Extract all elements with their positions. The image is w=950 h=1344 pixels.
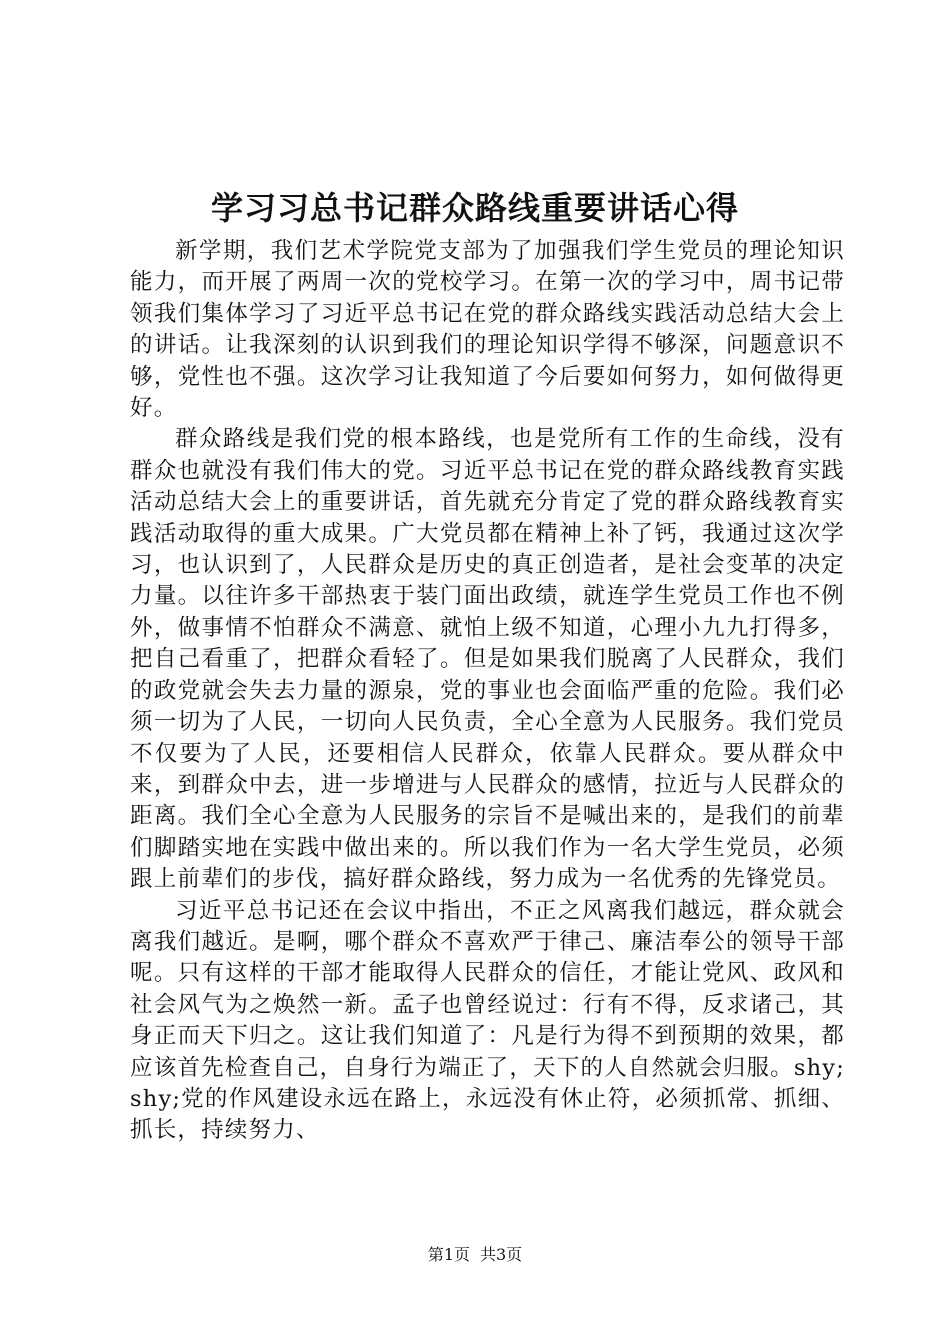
page-number: 第1页 [427, 1245, 470, 1264]
paragraph-2: 群众路线是我们党的根本路线，也是党所有工作的生命线，没有群众也就没有我们伟大的党。习近平总书记在党的群众路线教育实践活动总结大会上的重要讲话，首先就充分肯定了党的群众路线教育实践活动取得的重大成果。广大党员都在精神上补了钙，我通过这次学习，也认识到了，人民群众是历史的真正创造者，是社会变革的决定力量。以往许多干部热衷于装门面出政绩，就连学生党员工作也不例外，做事情不怕群众不满意、就怕上级不知道，心理小九九打得多，把自己看重了，把群众看轻了。但是如果我们脱离了人民群众，我们的政党就会失去力量的源泉，党的事业也会面临严重的危险。我们必须一切为了人民，一切向人民负责，全心全意为人民服务。我们党员不仅要为了人民，还要相信人民群众，依靠人民群众。要从群众中来，到群众中去，进一步增进与人民群众的感情，拉近与人民群众的距离。我们全心全意为人民服务的宗旨不是喊出来的，是我们的前辈们脚踏实地在实践中做出来的。所以我们作为一名大学生党员，必须跟上前辈们的步伐，搞好群众路线，努力成为一名优秀的先锋党员。 [130, 426, 845, 893]
document-body [130, 236, 845, 1147]
paragraph-1: 新学期，我们艺术学院党支部为了加强我们学生党员的理论知识能力，而开展了两周一次的党校学习。在第一次的学习中，周书记带领我们集体学习了习近平总书记在党的群众路线实践活动总结大会上的讲话。让我深刻的认识到我们的理论知识学得不够深，问题意识不够，党性也不强。这次学习让我知道了今后要如何努力，如何做得更好。 [130, 238, 845, 422]
page-total: 共3页 [480, 1245, 523, 1264]
document-title: 学习习总书记群众路线重要讲话心得 [210, 189, 739, 227]
page-footer [0, 1244, 950, 1266]
paragraph-3: 习近平总书记还在会议中指出，不正之风离我们越远，群众就会离我们越近。是啊，哪个群众不喜欢严于律己、廉洁奉公的领导干部呢。只有这样的干部才能取得人民群众的信任，才能让党风、政风和社会风气为之焕然一新。孟子也曾经说过：行有不得，反求诸己，其身正而天下归之。这让我们知道了：凡是行为得不到预期的效果，都应该首先检查自己，自身行为端正了，天下的人自然就会归服。shy;shy;党的作风建设永远在路上，永远没有休止符，必须抓常、抓细、抓长，持续努力、 [130, 897, 845, 1144]
